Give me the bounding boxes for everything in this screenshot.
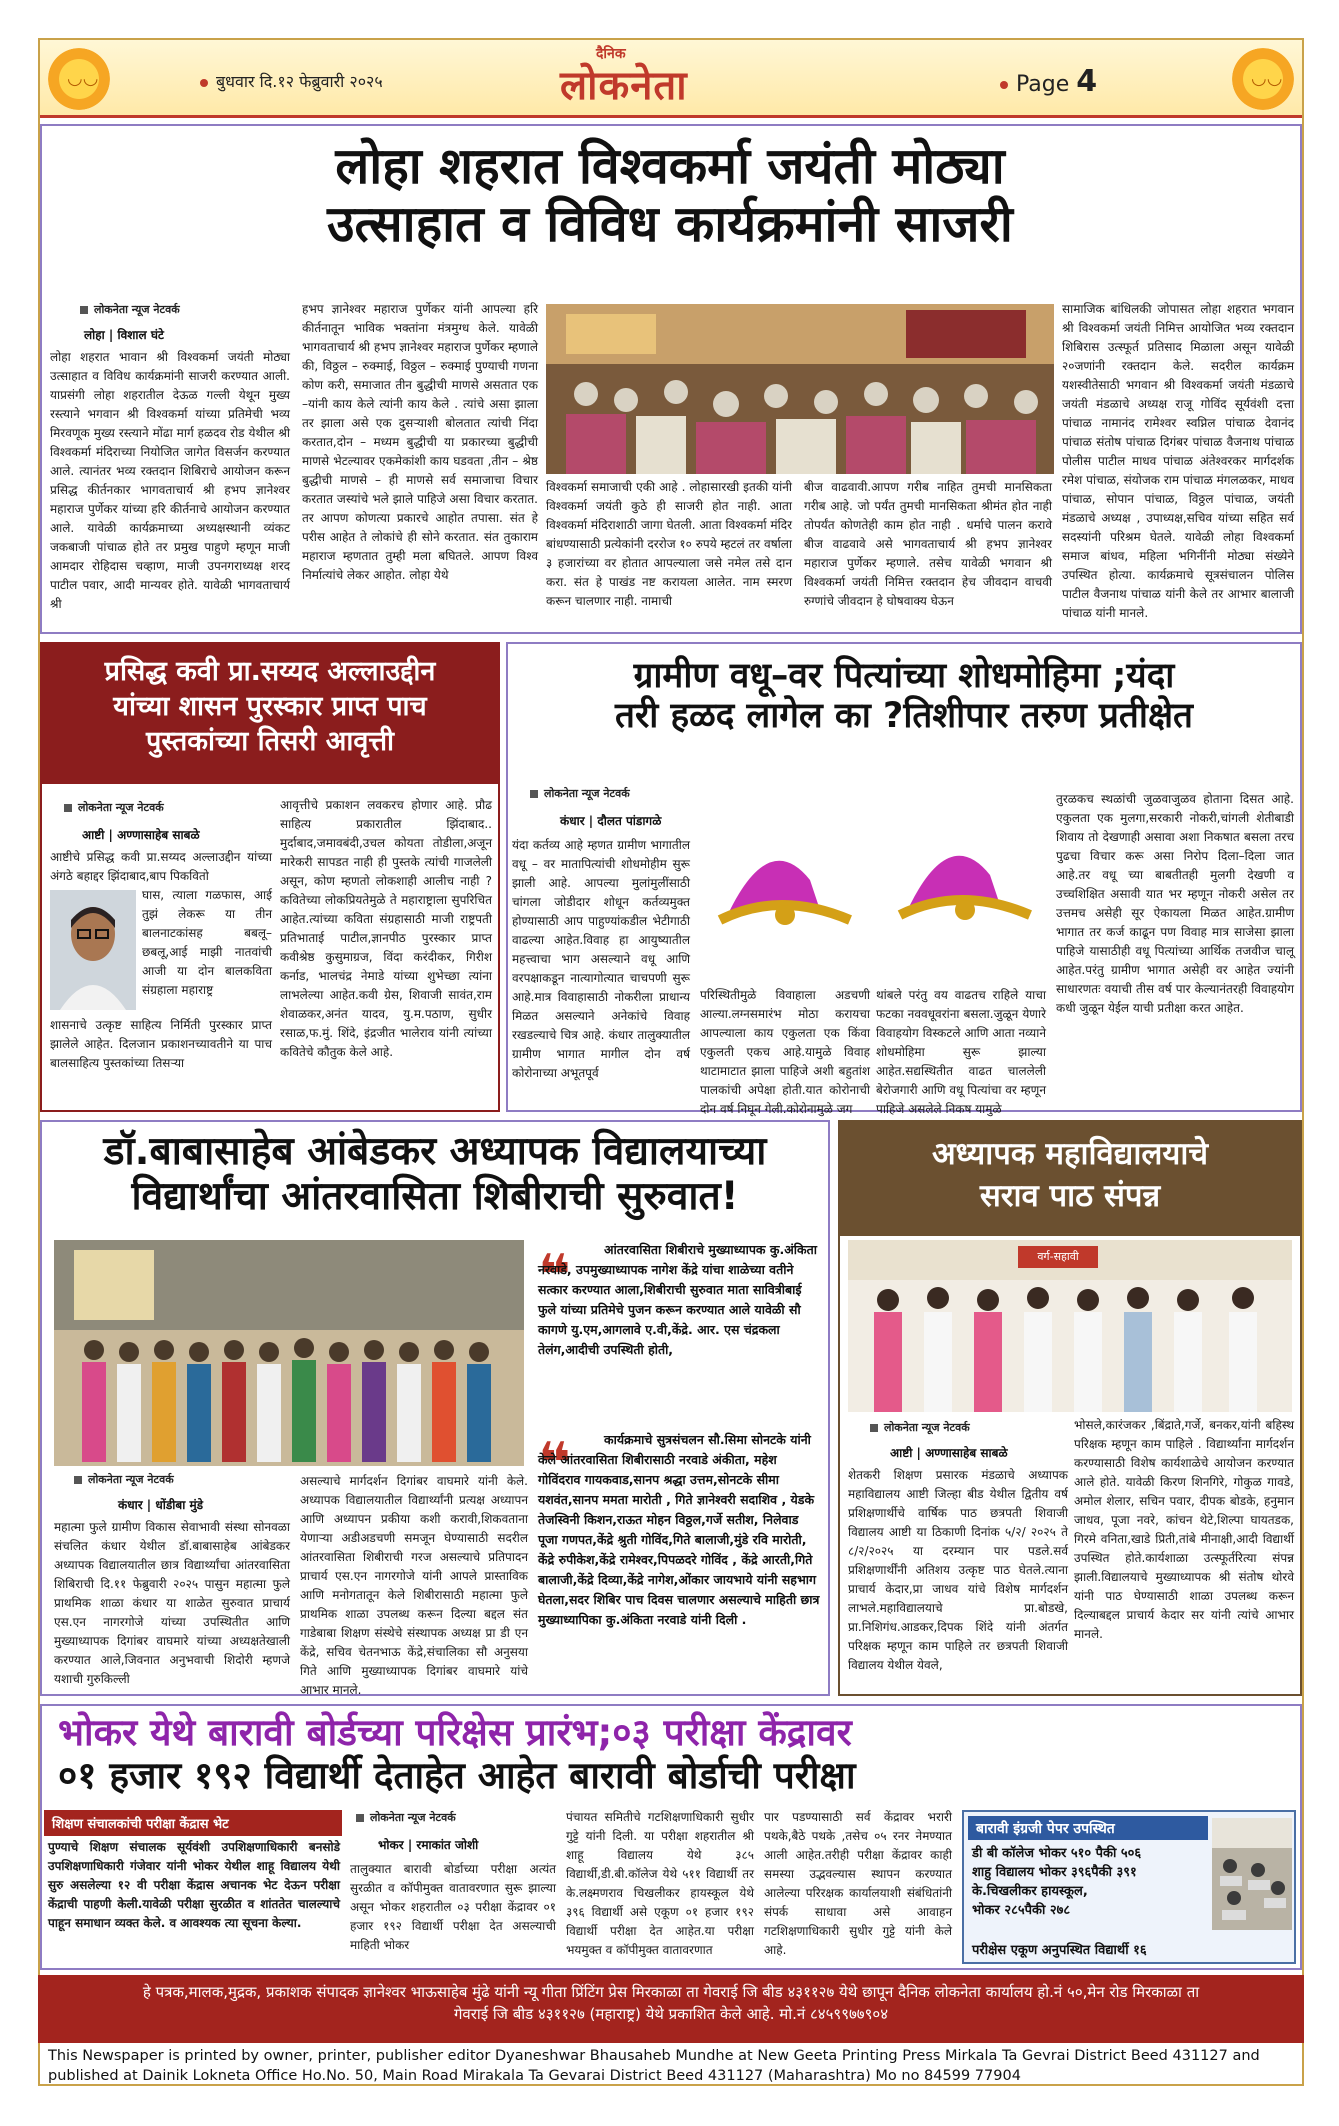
side-heading: शिक्षण संचालकांची परीक्षा केंद्रास भेट — [44, 1810, 342, 1836]
story3-col3: थांबले परंतु वय वाढतच राहिले याचा फटका नववधूवरांना बसला.जुळून येणारे विवाहयोग विस्कटले आणि आता नव्याने शोधमोहिमा सुरू झाल्या आहेत.सद्यस्थितीत वाढत चाललेली बेरोजगारी आणि वधू पित्यांचा वर म्हणून पाहिजे असलेले निकष यामुळे — [876, 988, 1046, 1116]
quote-icon: ❝ — [538, 1243, 571, 1308]
paper-name: लोकनेता — [560, 63, 688, 109]
story5-headline-line1: अध्यापक महाविद्यालयाचे — [931, 1136, 1209, 1172]
story1-col1: लोहा शहरात भावान श्री विश्वकर्मा जयंती मोठ्या उत्साहात व विविध कार्यक्रमांनी साजरी करण्यात आली. याप्रसंगी लोहा शहरातील देऊळ गल्ली येथून मुख्य रस्त्याने भगवान श्री विश्वकर्मा यांच्या प्रतिमेची भव्य मिरवणूक मुख्य रस्त्याने मोंढा मार्ग हळदव रोड येथील श्री विश्वकर्मा मंदिराच्या नियोजित जागेत विसर्जन करण्यात आले. त्यानंतर भव्य रक्तदान शिबिराचे आयोजन करून प्रसिद्ध कीर्तनकार भागवताचार्य श्री हभप ज्ञानेश्वर महाराज पुर्णेकर यांच्या हरि कीर्तनाचे आयोजन करण्यात आले. यावेळी कार्यक्रमाच्या अध्यक्षस्थानी व्यंकट जकबाजी पांचाळ होते तर प्रमुख पाहुणे म्हणून माजी आमदार रोहिदास चव्हाण, माजी उपनगराध्यक्ष शरद पाटील पवार, आदी मान्यवर होते. यावेळी भागवताचार्य श्री — [50, 350, 290, 611]
story2-col2: आवृत्तीचे प्रकाशन लवकरच होणार आहे. प्रौढ साहित्य प्रकारातील झिंदाबाद.. मुर्दाबाद,जमावबंदी,उचल कोयता तोडीला,अजून मारेकरी सापडत नाही ही पुस्तके त्यांची गाजलेली असून, कोण म्हणतो लोकशाही आलीच नाही ? कवितेच्या लोकप्रियतेमुळे ते महाराष्ट्राला सुपरिचित आहेत.त्यांच्या कविता संग्रहासाठी माजी राष्ट्रपती प्रतिभाताई पाटील,ज्ञानपीठ पुरस्कार प्राप्त कवीश्रेष्ठ कुसुमाग्रज, विंदा करंदीकर, गिरीश कर्नाड, भालचंद्र नेमाडे यांच्या शुभेच्छा त्यांना लाभलेल्या आहेत.कवी ग्रेस, शिवाजी सावंत,राम शेवाळकर,अनंत यादव, यु.म.पठाण, सुधीर रसाळ,फ.मुं. शिंदे, इंद्रजीत भालेराव यांनी त्यांच्या कवितेचे कौतुक केले आहे. — [280, 798, 492, 1059]
story3-dateline: कंधार | दौलत पांडागळे — [560, 814, 662, 828]
story6-headline — [50, 1712, 1290, 1797]
group-photo-illustration — [54, 1240, 524, 1466]
story5-headline — [840, 1122, 1300, 1236]
imprint-marathi — [38, 1975, 1304, 2043]
story3-headline-line1: ग्रामीण वधू–वर पित्यांच्या शोधमोहिमा ;यंदा — [633, 656, 1175, 696]
square-icon — [870, 1424, 878, 1432]
story5-col2: भोसले,कारंजकर ,बिंद्राते,गर्जे, बनकर,यांनी बहिस्थ परिक्षक म्हणून काम पाहिले . विद्यार्थ्यांना मार्गदर्शन करण्यासाठी विशेष कार्यशाळेचे आयोजन करण्यात आले होते. यावेळी किरण शिनगिरे, गोकुळ गावडे, अमोल शेलार, सचिन पवार, दीपक बोडके, हनुमान जाधव, पूजा नवरे, कांचन थेटे,शिल्पा घायतडक, गिरमे वनिता,खाडे प्रिती,तांबे मीनाक्षी,आदी विद्यार्थी उपस्थित होते.कार्यशाळा उत्स्फूर्तरित्या संपन्न झाली.विद्यालयाचे मुख्याध्यापक श्री संतोष थोरवे यांनी पाठ घेण्यासाठी शाळा उपलब्ध करून दिल्याबद्दल प्राचार्य केदार सर यांनी त्यांचे आभार मानले. — [1074, 1418, 1294, 1641]
agency-text: लोकनेता न्यूज नेटवर्क — [544, 787, 630, 800]
story2-headline-line3: पुस्तकांच्या तिसरी आवृत्ती — [145, 726, 395, 758]
agency-tag — [64, 800, 164, 815]
imprint-marathi-line1: हे पत्रक,मालक,मुद्रक, प्रकाशक संपादक ज्ञानेश्वर भाऊसाहेब मुंढे यांनी न्यू गीता प्रिंटिंग प्रेस मिरकाळा ता गेवराई जि बीड ४३११२७ येथे छापून दैनिक लोकनेता कार्यालय हो.नं ५०,मेन रोड मिरकाळा ता — [142, 1983, 1200, 2001]
story6-headline-line1 — [58, 1712, 1290, 1755]
page-number-value: 4 — [1076, 64, 1098, 99]
story5-headline-line2: सराव पाठ संपन्न — [979, 1177, 1161, 1214]
mundavalya-illustration — [700, 790, 1044, 980]
students-group-photo — [54, 1240, 524, 1466]
exam-hall-photo — [1212, 1818, 1292, 1930]
page-number — [1000, 64, 1097, 99]
story4-quote2: कार्यक्रमाचे सुत्रसंचलन सौ.सिमा सोनटके यांनी केले आंतरवासिता शिबीरासाठी नरवाडे अंकीता, महेश गोविंदराव गायकवाड,सानप श्रद्धा उत्तम,सोनटके सीमा यशवंत,सानप ममता मारोती , गिते ज्ञानेश्वरी सदाशिव , येडके तेजस्विनी किशन,राऊत मोहन विठ्ठल,गर्जे सतीश, निलेवाड पूजा गणपत,केंद्रे श्रुती गोविंद,गिते बालाजी,मुंडे रवि मारोती, केंद्रे रुपीकेश,केंद्रे रामेश्वर,पिपळदरे गोविंद , केंद्रे आरती,गिते बालाजी,केंद्रे दिव्या,केंद्रे नागेश,ओंकार जायभाये यांनी सहभाग घेतला,सदर शिबिर पाच दिवस चालणार असल्याचे माहिती छात्र मुख्याध्यापिका कु.अंकिता नरवाडे यांनी दिली . — [538, 1432, 820, 1627]
story1-col3: विश्वकर्मा समाजाची एकी आहे . लोहासारखी इतकी यांनी विश्वकर्मा जयंती कुठे ही साजरी होत नाही. आता विश्वकर्मा मंदिराशाठी जागा घेतली. आता विश्वकर्मा मंदिर बांधण्यासाठी प्रत्येकांनी दररोज १० रुपये म्हटलं तर वर्षाला ३ हजारांच्या वर होतात आपल्याला जसे नमेल तसे दान करा. संत हे पाखंड नष्ट करायला आलेत. नाम स्मरण करून चालणार नाही. नामाची — [546, 480, 792, 608]
story2-headline-line1: प्रसिद्ध कवी प्रा.सय्यद अल्लाउद्दीन — [104, 656, 436, 687]
crowd-photo-illustration — [546, 304, 1054, 474]
attendance-heading: बारावी इंग्रजी पेपर उपस्थित — [968, 1816, 1208, 1840]
daily-label: दैनिक — [596, 46, 626, 62]
story3-col1: यंदा कर्तव्य आहे म्हणत ग्रामीण भागातील वधू – वर मातापित्यांची शोधमोहीम सुरू झाली आहे. आपल्या मुलांमुलींसाठी चांगला जोडीदार शोधून कर्तव्यमुक्त होण्यासाठी आप पाहुण्यांकडील भेटीगाठी वाढल्या आहेत.विवाह हा आयुष्यातील महत्त्वाचा भाग असल्याने वधू आणि वरपक्षाकडून नात्यागोत्यात चाचपणी सुरू आहे.मात्र विवाहासाठी नोकरीला प्राधान्य मिळत असल्याने अनेकांचे विवाह रखडल्याचे चित्र आहे. कंधार तालुक्यातील ग्रामीण भागात मागील दोन वर्ष कोरोनाच्या अभूतपूर्व — [512, 838, 690, 1080]
story1-col2: हभप ज्ञानेश्वर महाराज पुर्णेकर यांनी आपल्या हरि कीर्तनातून भाविक भक्तांना मंत्रमुग्ध केले. यावेळी भागवताचार्य श्री हभप ज्ञानेश्वर महाराज पुर्णेकर म्हणाले की, विठ्ठल – रुक्माई, विठ्ठल – रुक्माई पुण्याची गणना कोण करी, समाजात तीन बुद्धीची माणसे असतात एक –यांनी काय केले त्यांनी काय केले . त्यांचे असा झाला तर झाला असे एक दुसऱ्याशी बोलतात त्यांची निंदा करतात,दोन – मध्यम बुद्धीची या प्रकारच्या बुद्धीची माणसे भेटल्यावर एकमेकांशी काय घडवता ,तीन – श्रेष्ठ बुद्धीची माणसे – ही माणसे सर्व समाजाचा विचार करतात जस्यांचे भले झाले पाहिजे असा विचार करतात. तर आपण कोणत्या प्रकारचे आहोत तपासा. संत हे परीस आहेत ते लोकांचे ही सोने करतात. संत तुकाराम महाराज म्हणतात तुम्ही मला बघितले. आपण विश्व निर्मात्यांचे लेकर आहोत. लोहा येथे — [302, 302, 538, 582]
agency-text: लोकनेता न्यूज नेटवर्क — [884, 1421, 970, 1434]
college-group-photo — [848, 1240, 1292, 1412]
story5-dateline: आष्टी | अण्णासाहेब साबळे — [890, 1446, 1008, 1460]
poet-portrait — [50, 890, 136, 1010]
exam-hall-illustration — [1212, 1818, 1292, 1930]
story1-col4: बीज वाढवावी.आपण गरीब नाहित तुमची मानसिकता गरीब आहे. जो पर्यंत तुमची मानसिकता श्रीमंत होत नाही तोपर्यंत कोणतेही काम होत नाही . धर्माचे पालन करावे बीज वाढवावे असे भागवताचार्य श्री हभप ज्ञानेश्वर महाराज पुर्णेकर म्हणाले. तसेच यावेळी भगवान श्री विश्वकर्मा जयंती निमित्त रक्तदान हेच जीवदान वाचवी रुग्णांचे जीवदान हे घोषवाक्य घेऊन — [804, 480, 1052, 608]
agency-tag — [870, 1420, 970, 1435]
story6-col3: पार पडण्यासाठी सर्व केंद्रावर भरारी पथके,बैठे पथके ,तसेच ०५ रनर नेमण्यात आली आहेत.तरीही परीक्षा केंद्रावर काही समस्या उद्भवल्यास स्थापन करण्यात आलेल्या परिरक्षक कार्यालयाशी संबंधितांनी संपर्क साधावा असे आवाहन गटशिक्षणाधिकारी सुधीर गुट्टे यांनी केले आहे. — [764, 1810, 952, 1957]
attendance-stats — [972, 1844, 1204, 1920]
story2-col1-top: आष्टीचे प्रसिद्ध कवी प्रा.सय्यद अल्लाउद्दीन यांच्या अंगठे बहाद्दर झिंदाबाद,बाप पिकवितो — [50, 850, 272, 883]
quote-icon: ❝ — [538, 1431, 571, 1496]
attendance-line: भोकर २८५पैकी २७८ — [972, 1903, 1071, 1918]
attendance-line: शाहु विद्यालय भोकर ३९६पैकी ३९१ — [972, 1865, 1137, 1880]
square-icon — [74, 1476, 82, 1484]
story4-col1: महात्मा फुले ग्रामीण विकास सेवाभावी संस्था सोनवळा संचलित कंधार येथील डॉ.बाबासाहेब आंबेडकर अध्यापक विद्यालयातील छात्र विद्यार्थ्यांचा आंतरवासिता शिबिराची दि.११ फेब्रुवारी २०२५ पासुन महात्मा फुले प्राथमिक शाळा कंधार या शाळेत सुरुवात प्राचार्य एस.एन नागरगोजे यांच्या उपस्थितीत आणि मुख्याध्यापक दिगांबर वाघमारे यांच्या अध्यक्षतेखाली करण्यात आले,जिवनात अनुभवाची शिदोरी म्हणजे यशाची गुरुकिल्ली — [54, 1520, 290, 1686]
story1-headline-line1: लोहा शहरात विश्वकर्मा जयंती मोठ्या — [335, 137, 1005, 195]
story4-headline-line2: विद्यार्थांचा आंतरवासिता शिबीराची सुरुवात! — [131, 1173, 739, 1219]
square-icon — [356, 1814, 364, 1822]
story4-headline-line1: डॉ.बाबासाहेब आंबेडकर अध्यापक विद्यालयाच्या — [103, 1129, 767, 1174]
story3-col2: परिस्थितीमुळे विवाहाला अडचणी आल्या.लग्नसमारंभ मोठा करायचा आपल्याला काय एकुलता एक किंवा एकुलती एकच आहे.यामुळे विवाह थाटामाटात झाला पाहिजे अशी बहुतांश पालकांची अपेक्षा होती.यात कोरोनाची दोन वर्ष निघून गेली.कोरोनामुळे जग — [700, 988, 870, 1116]
story2-headline — [42, 644, 498, 784]
story4-dateline: कंधार | धोंडीबा मुंडे — [118, 1498, 204, 1512]
story6-side-text: पुण्याचे शिक्षण संचालक सूर्यवंशी उपशिक्षणाधिकारी बनसोडे उपशिक्षणाधिकारी गंजेवार यांनी भोकर येथील शाहू विद्यालय येथी सुरु असलेल्या १२ वी परीक्षा केंद्रास अचानक भेट देऊन परीक्षा केंद्राची पाहणी केली.यावेळी परीक्षा सुरळीत व शांततेत चालल्याचे पाहून समाधान व्यक्त केले. व आवश्यक त्या सूचना केल्या. — [48, 1840, 340, 1930]
story5-col1: शेतकरी शिक्षण प्रसारक मंडळाचे अध्यापक महाविद्यालय आष्टी जिल्हा बीड येथील द्वितीय वर्ष प्रशिक्षणार्थीचे वार्षिक पाठ छत्रपती शिवाजी विद्यालय आष्टी या ठिकाणी दिनांक ५/२/ २०२५ ते ८/२/२०२५ या दरम्यान पार पडले.सर्व प्रशिक्षणार्थींनी अतिशय उत्कृष्ट पाठ घेतले.त्याना प्राचार्य केदार,प्रा जाधव यांचे विशेष मार्गदर्शन लाभले.महाविद्यालयाचे प्रा.बोडखे, प्रा.निशिगंध.आडकर,दिपक शिंदे यांनी अंतर्गत परिक्षक म्हणून काम पाहिले तर छत्रपती शिवाजी विद्यालय येथील येवले, — [848, 1468, 1068, 1672]
agency-tag — [80, 302, 180, 317]
sun-icon: ◡◡ — [48, 48, 110, 110]
issue-date — [200, 70, 383, 92]
attendance-total: परीक्षेस एकूण अनुपस्थित विद्यार्थी १६ — [972, 1943, 1147, 1958]
story4-quote1: आंतरवासिता शिबीराचे मुख्याध्यापक कु.अंकिता नरवाडे, उपमुख्याध्यापक नागेश केंद्रे यांचा शाळेच्या वतीने सत्कार करण्यात आला,शिबीराची सुरुवात माता सावित्रीबाई फुले यांच्या प्रतिमेचे पुजन करून करण्यात आले यावेळी सौ कागणे यु.एम,आगलावे ए.वी,केंद्रे. आर. एस चंद्रकला तेलंग,आदीची उपस्थिती होती, — [538, 1242, 817, 1357]
agency-text: लोकनेता न्यूज नेटवर्क — [94, 303, 180, 316]
wedding-mundavalya-photo — [700, 790, 1044, 980]
agency-tag — [530, 786, 630, 801]
story6-headline-line2: ०१ हजार १९२ विद्यार्थी देताहेत आहेत बारावी बोर्डाची परीक्षा — [58, 1753, 856, 1797]
story2-dateline: आष्टी | अण्णासाहेब साबळे — [82, 828, 200, 842]
story6-col1: तालुक्यात बारावी बोर्डाच्या परीक्षा अत्यंत सुरळीत व कॉपीमुक्त वातावरणात सुरू झाल्या असून भोकर शहरातील ०३ परीक्षा केंद्रावर ०१ हजार १९२ विद्यार्थी परीक्षा देत असल्याची माहिती भोकर — [350, 1862, 556, 1952]
imprint-marathi-line2: गेवराई जि बीड ४३११२७ (महाराष्ट्र) येथे प्रकाशित केले आहे. मो.नं ८४५९९७७९०४ — [453, 2005, 888, 2023]
agency-tag — [74, 1472, 174, 1487]
story2-col1-bottom: शासनाचे उत्कृष्ट साहित्य निर्मिती पुरस्कार प्राप्त झालेले आहेत. दिलजान प्रकाशनच्यावतीने या पाच बालसाहित्य पुस्तकांच्या तिसऱ्या — [50, 1018, 272, 1070]
story6-col2: पंचायत समितीचे गटशिक्षणाधिकारी सुधीर गुट्टे यांनी दिली. या परीक्षा शहरातील श्री शाहू विद्यालय येथे ३८५ विद्यार्थी,डी.बी.कॉलेज येथे ५११ विद्यार्थी तर के.लक्ष्मणराव चिखलीकर हायस्कूल येथे ३९६ विद्यार्थी असे एकूण ०१ हजार १९२ विद्यार्थी परीक्षा देत आहेत.या परीक्षा भयमुक्त व कॉपीमुक्त वातावरणात — [566, 1810, 754, 1957]
imprint-english: This Newspaper is printed by owner, printer, publisher editor Dyaneshwar Bhausaheb Mundhe at New Geeta Printing Press Mirkala Ta Gevrai District Beed 431127 and published at Dainik Lokneta Office Ho.No. 50, Main Road Mirakala Ta Gevarai District Beed 431127 (Maharashtra) Mo no 84599 77904 — [48, 2048, 1260, 2084]
attendance-box — [962, 1810, 1296, 1964]
story4-headline — [46, 1130, 824, 1220]
story3-col4: तुरळकच स्थळांची जुळवाजुळव होताना दिसत आहे. एकुलता एक मुलगा,सरकारी नोकरी,चांगली शेतीबाडी शिवाय तो देखणाही असावा अशा निकषात बसला तरच पुढचा विचार करू असा निरोप दिला–दिला जात आहे.तर वधू च्या बाबतीतही मुलगी देखणी व उच्चशिक्षित असावी यात भर म्हणून नोकरी असेल तर उत्तमच असेही सूर ऐकायला मिळत आहेत.ग्रामीण भागात तर कर्ज काढून पण विवाह मात्र साजेसा झाला पाहिजे यासाठीही वधू पित्यांच्या आर्थिक तजवीज चालू आहेत.परंतु ग्रामीण भागात असेही वर आहेत ज्यांनी साधारणतः वयाची तीस वर्ष पार केल्यानंतरही विवाहयोग कधी जुळून येईल याची प्रतीक्षा करत आहेत. — [1056, 792, 1294, 1015]
agency-text: लोकनेता न्यूज नेटवर्क — [78, 801, 164, 814]
agency-text: लोकनेता न्यूज नेटवर्क — [88, 1473, 174, 1486]
issue-date-text: बुधवार दि.१२ फेब्रुवारी २०२५ — [216, 72, 383, 91]
story2-headline-line2: यांच्या शासन पुरस्कार प्राप्त पाच — [113, 691, 427, 723]
story1-headline-line2: उत्साहात व विविध कार्यक्रमांनी साजरी — [327, 194, 1013, 253]
agency-tag — [356, 1810, 456, 1825]
bullet-icon — [1000, 81, 1008, 89]
story6-dateline: भोकर | रमाकांत जोशी — [378, 1838, 479, 1852]
page-label: Page — [1016, 72, 1070, 97]
vishwakarma-event-photo — [546, 304, 1054, 474]
class-banner: वर्ग-सहावी — [1018, 1246, 1098, 1268]
story2-col1-wrap: घास, त्याला गळफास, आई तुझं लेकरू या तीन बालनाटकांसह बबलू–छबलू,आई माझी नातवांची आजी या दोन बालकविता संग्रहाला महाराष्ट्र — [142, 888, 272, 997]
story3-headline — [512, 656, 1296, 737]
story1-headline — [50, 138, 1290, 253]
story1-dateline: लोहा | विशाल घंटे — [84, 328, 164, 342]
story3-headline-line2: तरी हळद लागेल का ?तिशीपार तरुण प्रतीक्षेत — [615, 696, 1193, 737]
story6-headline-line1-text: भोकर येथे बारावी बोर्डच्या परिक्षेस प्रारंभ;०३ परीक्षा केंद्रावर — [58, 1711, 852, 1754]
square-icon — [530, 790, 538, 798]
poet-portrait-illustration — [50, 890, 136, 1010]
square-icon — [80, 306, 88, 314]
story1-col5: सामाजिक बांधिलकी जोपासत लोहा शहरात भगवान श्री विश्वकर्मा जयंती निमित्त आयोजित भव्य रक्तदान शिबिरास उत्स्फूर्त प्रतिसाद मिळाला असून यावेळी २०जणांनी रक्तदान केले. सदरील कार्यक्रम यशस्वीतेसाठी भगवान श्री विश्वकर्मा जयंती मंडळाचे जयंती मंडळाचे अध्यक्ष राजू गोविंद सूर्यवंशी दत्ता पांचाळ नामानंद रामेश्वर स्वप्निल पांचाळ देवानंद पांचाळ संतोष पांचाळ दिगंबर पांचाळ वैजनाथ पांचाळ पोलीस पाटील माधव पांचाळ अंतेश्वरकर मार्गदर्शक रमेश पांचाळ, संयोजक राम पांचाळ मंगलळकर, माधव पांचाळ, सोपान पांचाळ, विठ्ठल पांचाळ, जयंती मंडळाचे अध्यक्ष , उपाध्यक्ष,सचिव यांच्या सहित सर्व सदस्यांनी परिश्रम घेतले. यावेळी लोहा विश्वकर्मा समाज बांधव, महिला भगिनींनी मोठ्या संख्येने उपस्थित होत्या. कार्यक्रमाचे सूत्रसंचालन पोलिस पाटील वैजनाथ पांचाळ यांनी केले तर आभार बालाजी पांचाळ यांनी मानले. — [1062, 302, 1294, 620]
square-icon — [64, 804, 72, 812]
attendance-line: के.चिखलीकर हायस्कूल, — [972, 1884, 1088, 1899]
agency-text: लोकनेता न्यूज नेटवर्क — [370, 1811, 456, 1824]
sun-icon: ◡◡ — [1232, 48, 1294, 110]
attendance-line: डी बी कॉलेज भोकर ५१० पैकी ५०६ — [972, 1846, 1142, 1861]
story4-col2: असल्याचे मार्गदर्शन दिगांबर वाघमारे यांनी केले. अध्यापक विद्यालयातील विद्यार्थ्यांनी प्रत्यक्ष अध्यापन आणि अध्यापन प्रकीया कशी करावी,शिकवताना येणाऱ्या अडीअडचणी समजून घेण्यासाठी सदरील आंतरवासिता शिबीराची गरज असल्याचे प्रतिपादन प्राचार्य एस.एन नागरगोजे यांनी आपले प्रास्ताविक आणि मनोगतातून केले शिबीरासाठी महात्मा फुले प्राथमिक शाळा उपलब्ध करून दिल्या बद्दल संत गाडेबाबा शिक्षण संस्थेचे संस्थापक अध्यक्ष प्रा डी एन केंद्रे, सचिव चेतनभाऊ केंद्रे,संचालिका सौ अनुसया गिते आणि मुख्याध्यापक दिगांबर वाघमारे यांचे आभार मानले. — [300, 1474, 528, 1697]
bullet-icon — [200, 79, 208, 87]
